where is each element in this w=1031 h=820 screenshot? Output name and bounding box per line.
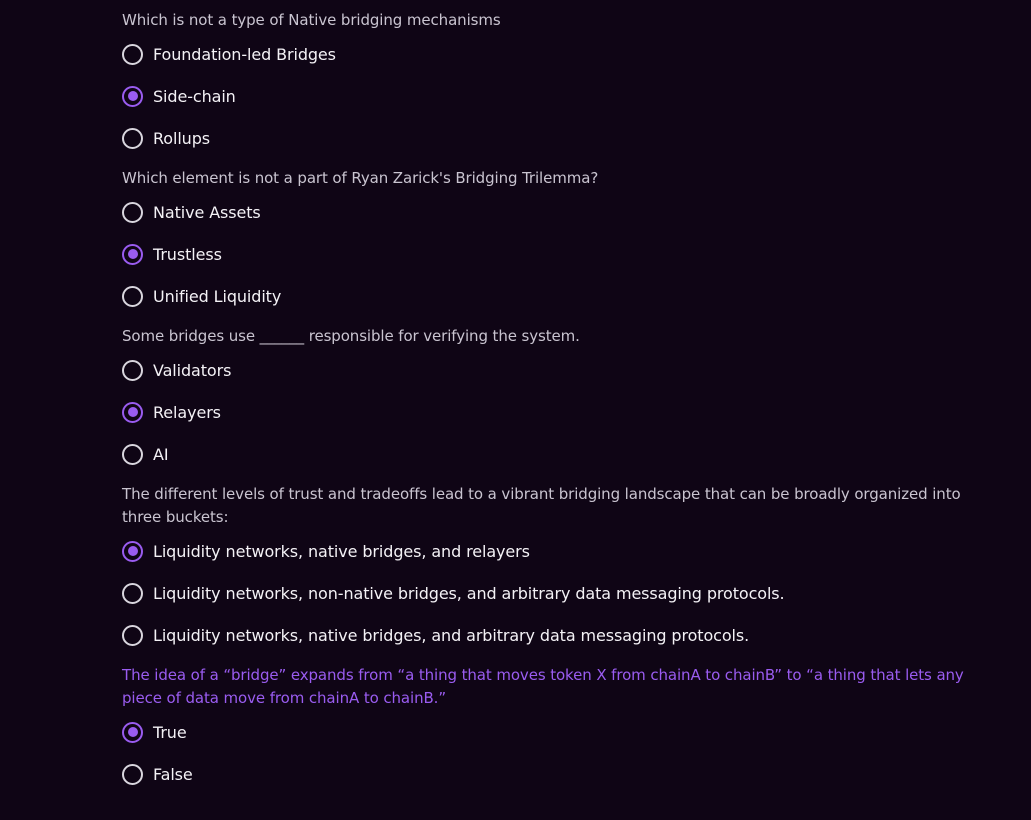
radio-button[interactable] — [122, 625, 143, 646]
radio-button[interactable] — [122, 360, 143, 381]
option-label: Rollups — [153, 128, 211, 148]
option-label: Trustless — [153, 244, 222, 264]
question-1-option-2[interactable] — [122, 75, 992, 117]
option-label: Foundation-led Bridges — [153, 44, 336, 64]
option-label: True — [153, 722, 187, 742]
question-3-options — [122, 349, 992, 475]
radio-button-selected[interactable] — [122, 541, 143, 562]
question-3-option-2[interactable] — [122, 391, 992, 433]
radio-button[interactable] — [122, 44, 143, 65]
option-label: AI — [153, 444, 169, 464]
question-1 — [122, 9, 992, 159]
question-5-option-2[interactable] — [122, 753, 992, 795]
question-2-option-2[interactable] — [122, 233, 992, 275]
question-2-option-3[interactable] — [122, 275, 992, 317]
question-1-text: Which is not a type of Native bridging mechanisms — [122, 11, 501, 29]
radio-button[interactable] — [122, 286, 143, 307]
question-4-option-2[interactable] — [122, 572, 992, 614]
option-label: Liquidity networks, non-native bridges, and arbitrary data messaging protocols. — [153, 583, 785, 603]
question-2-options — [122, 191, 992, 317]
question-4-options — [122, 530, 992, 656]
option-label: Unified Liquidity — [153, 286, 282, 306]
question-3-option-3[interactable] — [122, 433, 992, 475]
radio-button[interactable] — [122, 128, 143, 149]
question-2 — [122, 167, 992, 317]
question-5 — [122, 664, 992, 795]
radio-button-selected[interactable] — [122, 402, 143, 423]
question-3-option-1[interactable] — [122, 349, 992, 391]
option-label: Native Assets — [153, 202, 261, 222]
question-4-option-1[interactable] — [122, 530, 992, 572]
radio-button-selected[interactable] — [122, 244, 143, 265]
question-5-option-1[interactable] — [122, 711, 992, 753]
radio-button-selected[interactable] — [122, 722, 143, 743]
question-2-text: Which element is not a part of Ryan Zarick's Bridging Trilemma? — [122, 169, 599, 187]
option-label: Liquidity networks, native bridges, and arbitrary data messaging protocols. — [153, 625, 750, 645]
question-4-option-3[interactable] — [122, 614, 992, 656]
question-4 — [122, 483, 992, 656]
option-label: Liquidity networks, native bridges, and relayers — [153, 541, 530, 561]
radio-button[interactable] — [122, 764, 143, 785]
question-4-text: The different levels of trust and tradeoffs lead to a vibrant bridging landscape that can be broadly organized into three buckets: — [122, 485, 961, 526]
option-label: Validators — [153, 360, 232, 380]
option-label: Side-chain — [153, 86, 236, 106]
question-5-text: The idea of a “bridge” expands from “a thing that moves token X from chainA to chainB” to “a thing that lets any piece of data move from chainA to chainB.” — [122, 666, 964, 707]
radio-button[interactable] — [122, 444, 143, 465]
radio-button[interactable] — [122, 202, 143, 223]
question-3-text: Some bridges use ______ responsible for verifying the system. — [122, 327, 580, 345]
question-1-option-1[interactable] — [122, 33, 992, 75]
question-5-options — [122, 711, 992, 795]
question-3 — [122, 325, 992, 475]
radio-button-selected[interactable] — [122, 86, 143, 107]
option-label: Relayers — [153, 402, 221, 422]
question-1-options — [122, 33, 992, 159]
radio-button[interactable] — [122, 583, 143, 604]
option-label: False — [153, 764, 193, 784]
question-2-option-1[interactable] — [122, 191, 992, 233]
question-1-option-3[interactable] — [122, 117, 992, 159]
